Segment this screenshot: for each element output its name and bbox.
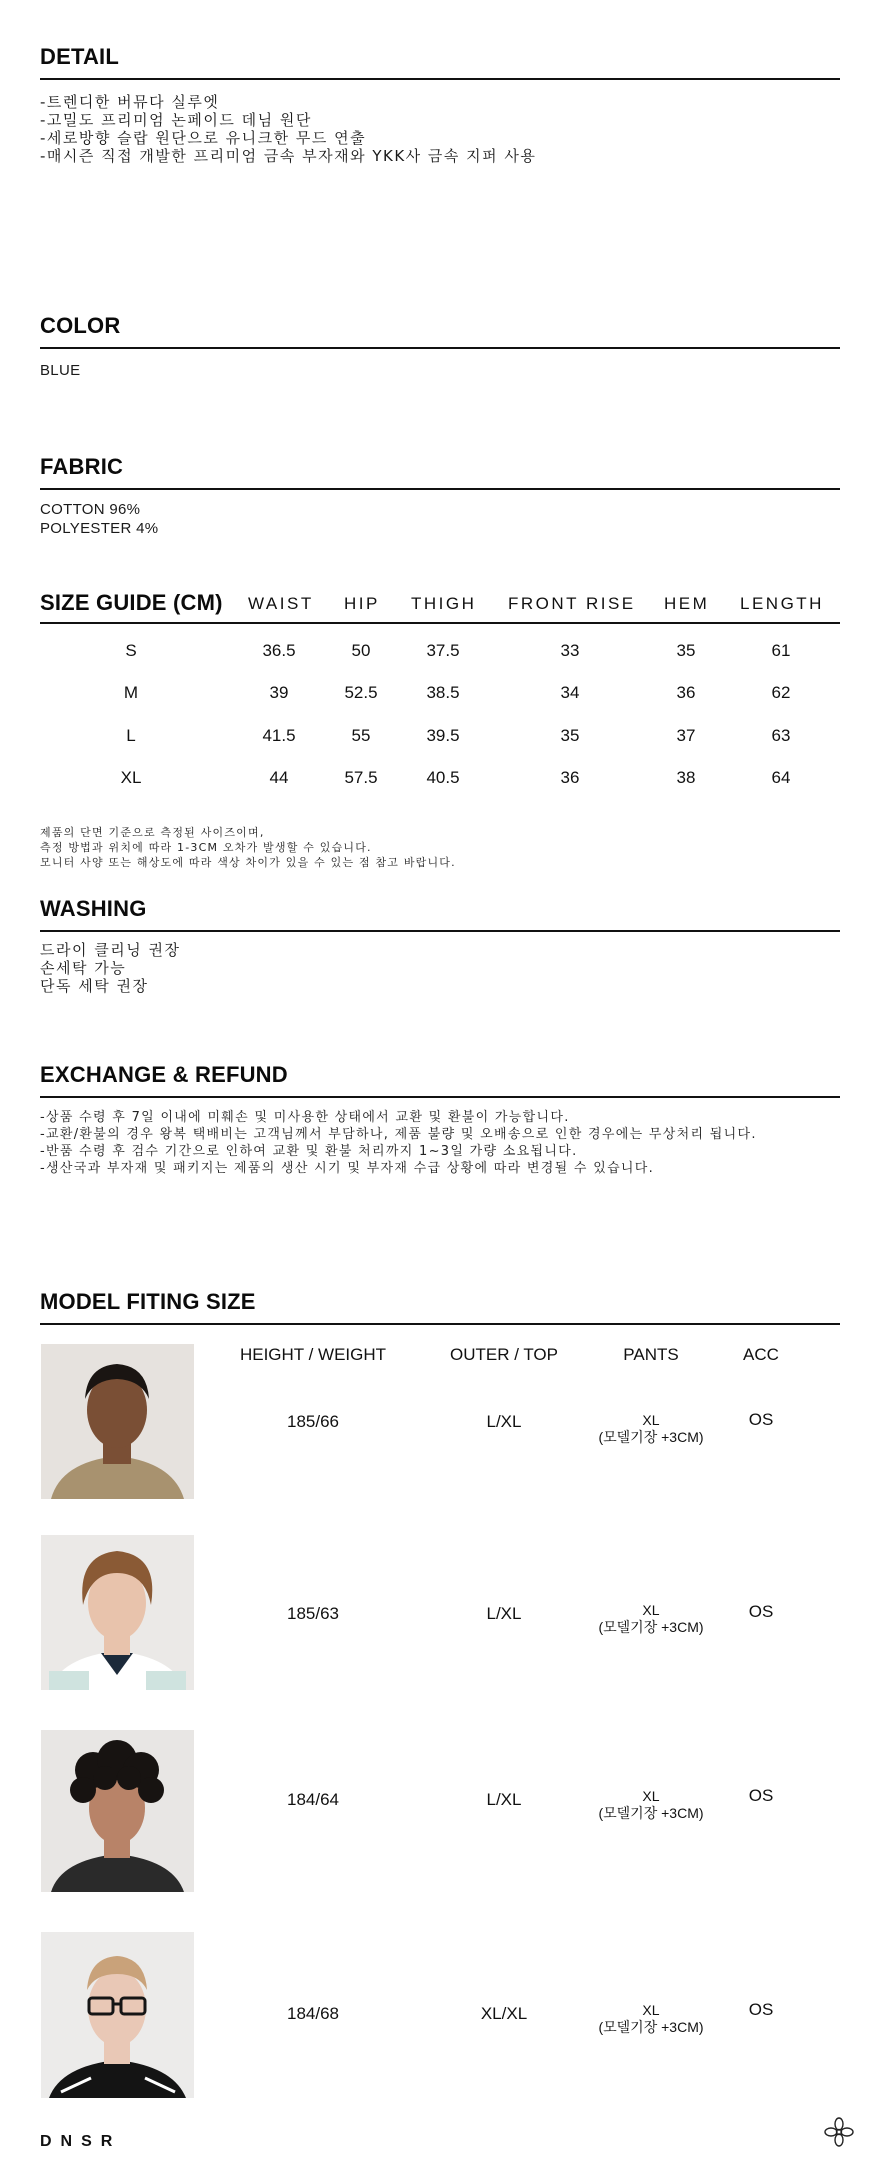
model-pants — [598, 1788, 703, 1822]
model-height-weight: 185/63 — [287, 1604, 339, 1623]
model-pants-size: XL — [642, 1788, 660, 1804]
model-acc: OS — [748, 1786, 774, 1805]
model-height-weight: 184/68 — [287, 2004, 339, 2023]
detail-section — [40, 44, 840, 70]
washing-line: 손세탁 가능 — [40, 959, 127, 977]
model-section — [40, 1289, 840, 1315]
fabric-list — [40, 500, 840, 538]
fabric-section — [40, 454, 840, 480]
size-col-hem: HEM — [664, 594, 710, 613]
size-note: 측정 방법과 위치에 따라 1-3CM 오차가 발생할 수 있습니다. — [40, 841, 372, 854]
model-outer-top: L/XL — [486, 1604, 522, 1623]
model-acc: OS — [748, 1410, 774, 1429]
model-portrait-4 — [41, 1932, 194, 2098]
exchange-title: EXCHANGE & REFUND — [40, 1062, 288, 1087]
size-cell: 55 — [351, 726, 371, 745]
detail-line: -고밀도 프리미엄 논페이드 데님 원단 — [40, 111, 312, 129]
model-photo-3 — [41, 1730, 194, 1892]
detail-title: DETAIL — [40, 44, 120, 69]
fabric-divider — [40, 488, 840, 490]
size-cell: 44 — [269, 768, 289, 787]
model-pants-size: XL — [642, 1412, 660, 1428]
model-col-pants: PANTS — [623, 1345, 679, 1364]
exchange-line: -반품 수령 후 검수 기간으로 인하여 교환 및 환불 처리까지 1~3일 가량 소요됩니다. — [40, 1144, 578, 1159]
model-pants — [598, 1602, 703, 1636]
size-cell: 33 — [560, 641, 580, 660]
washing-line: 드라이 클리닝 권장 — [40, 941, 181, 959]
model-col-height-weight: HEIGHT / WEIGHT — [239, 1345, 387, 1364]
color-title: COLOR — [40, 313, 121, 338]
size-cell: 38 — [676, 768, 696, 787]
model-col-acc: ACC — [743, 1345, 779, 1364]
size-label: S — [125, 641, 137, 660]
exchange-section — [40, 1062, 840, 1088]
model-pants-note: (모델기장 +3CM) — [598, 1619, 704, 1635]
washing-list — [40, 941, 840, 995]
size-cell: 35 — [560, 726, 580, 745]
flower-emblem-icon — [823, 2116, 855, 2148]
size-cell: 64 — [771, 768, 791, 787]
size-guide-title: SIZE GUIDE (CM) — [40, 590, 223, 615]
exchange-list — [40, 1109, 840, 1177]
size-col-length: LENGTH — [740, 594, 824, 613]
model-col-outer-top: OUTER / TOP — [449, 1345, 559, 1364]
model-outer-top: L/XL — [486, 1412, 522, 1431]
size-cell: 39 — [269, 683, 289, 702]
model-height-weight: 185/66 — [287, 1412, 339, 1431]
size-cell: 62 — [771, 683, 791, 702]
model-acc: OS — [748, 2000, 774, 2019]
size-note: 제품의 단면 기준으로 측정된 사이즈이며, — [40, 826, 265, 839]
model-acc: OS — [748, 1602, 774, 1621]
size-cell: 41.5 — [262, 726, 296, 745]
washing-section — [40, 896, 840, 922]
fabric-line: COTTON 96% — [40, 501, 141, 518]
size-cell: 40.5 — [426, 768, 460, 787]
size-col-waist: WAIST — [248, 594, 314, 613]
brand-logo: DNSR — [40, 2133, 122, 2150]
model-pants-size: XL — [642, 1602, 660, 1618]
exchange-line: -상품 수령 후 7일 이내에 미훼손 및 미사용한 상태에서 교환 및 환불이 가능합니다. — [40, 1110, 570, 1125]
detail-list — [40, 93, 840, 165]
size-cell: 39.5 — [426, 726, 460, 745]
color-section — [40, 313, 840, 339]
size-col-hip: HIP — [344, 594, 380, 613]
size-cell: 61 — [771, 641, 791, 660]
model-title: MODEL FITING SIZE — [40, 1289, 256, 1314]
model-portrait-1 — [41, 1344, 194, 1499]
exchange-divider — [40, 1096, 840, 1098]
model-height-weight: 184/64 — [287, 1790, 339, 1809]
fabric-line: POLYESTER 4% — [40, 520, 159, 537]
model-outer-top: XL/XL — [480, 2004, 528, 2023]
size-label: L — [126, 726, 136, 745]
size-notes — [40, 825, 840, 870]
size-cell: 63 — [771, 726, 791, 745]
detail-line: -트렌디한 버뮤다 실루엣 — [40, 93, 220, 111]
model-pants-note: (모델기장 +3CM) — [598, 1805, 704, 1821]
size-cell: 34 — [560, 683, 580, 702]
color-value: BLUE — [40, 362, 81, 379]
size-cell: 36 — [676, 683, 696, 702]
model-portrait-2 — [41, 1535, 194, 1690]
model-photo-4 — [41, 1932, 194, 2098]
model-pants-size: XL — [642, 2002, 660, 2018]
model-pants-note: (모델기장 +3CM) — [598, 2019, 704, 2035]
size-cell: 57.5 — [344, 768, 378, 787]
detail-divider — [40, 78, 840, 80]
washing-line: 단독 세탁 권장 — [40, 977, 149, 995]
washing-title: WASHING — [40, 896, 147, 921]
fabric-title: FABRIC — [40, 454, 124, 479]
size-col-thigh: THIGH — [411, 594, 477, 613]
size-col-front-rise: FRONT RISE — [508, 594, 636, 613]
model-divider — [40, 1323, 840, 1325]
size-cell: 50 — [351, 641, 371, 660]
model-outer-top: L/XL — [486, 1790, 522, 1809]
detail-line: -매시즌 직접 개발한 프리미엄 금속 부자재와 YKK사 금속 지퍼 사용 — [40, 147, 537, 165]
size-note: 모니터 사양 또는 해상도에 따라 색상 차이가 있을 수 있는 점 참고 바랍니다. — [40, 856, 456, 869]
size-cell: 38.5 — [426, 683, 460, 702]
size-cell: 52.5 — [344, 683, 378, 702]
size-label: XL — [120, 768, 142, 787]
size-cell: 36.5 — [262, 641, 296, 660]
exchange-line: -생산국과 부자재 및 패키지는 제품의 생산 시기 및 부자재 수급 상황에 따라 변경될 수 있습니다. — [40, 1161, 655, 1176]
size-cell: 35 — [676, 641, 696, 660]
size-cell: 37.5 — [426, 641, 460, 660]
exchange-line: -교환/환불의 경우 왕복 택배비는 고객님께서 부담하나, 제품 불량 및 오배송으로 인한 경우에는 무상처리 됩니다. — [40, 1127, 757, 1142]
size-label: M — [123, 683, 139, 702]
detail-line: -세로방향 슬랍 원단으로 유니크한 무드 연출 — [40, 129, 367, 147]
model-pants-note: (모델기장 +3CM) — [598, 1429, 704, 1445]
model-photo-1 — [41, 1344, 194, 1499]
model-portrait-3 — [41, 1730, 194, 1892]
model-photo-2 — [41, 1535, 194, 1690]
model-pants — [598, 2002, 703, 2036]
size-cell: 36 — [560, 768, 580, 787]
size-guide-divider — [40, 622, 840, 624]
color-divider — [40, 347, 840, 349]
model-pants — [598, 1412, 703, 1446]
washing-divider — [40, 930, 840, 932]
size-cell: 37 — [676, 726, 696, 745]
